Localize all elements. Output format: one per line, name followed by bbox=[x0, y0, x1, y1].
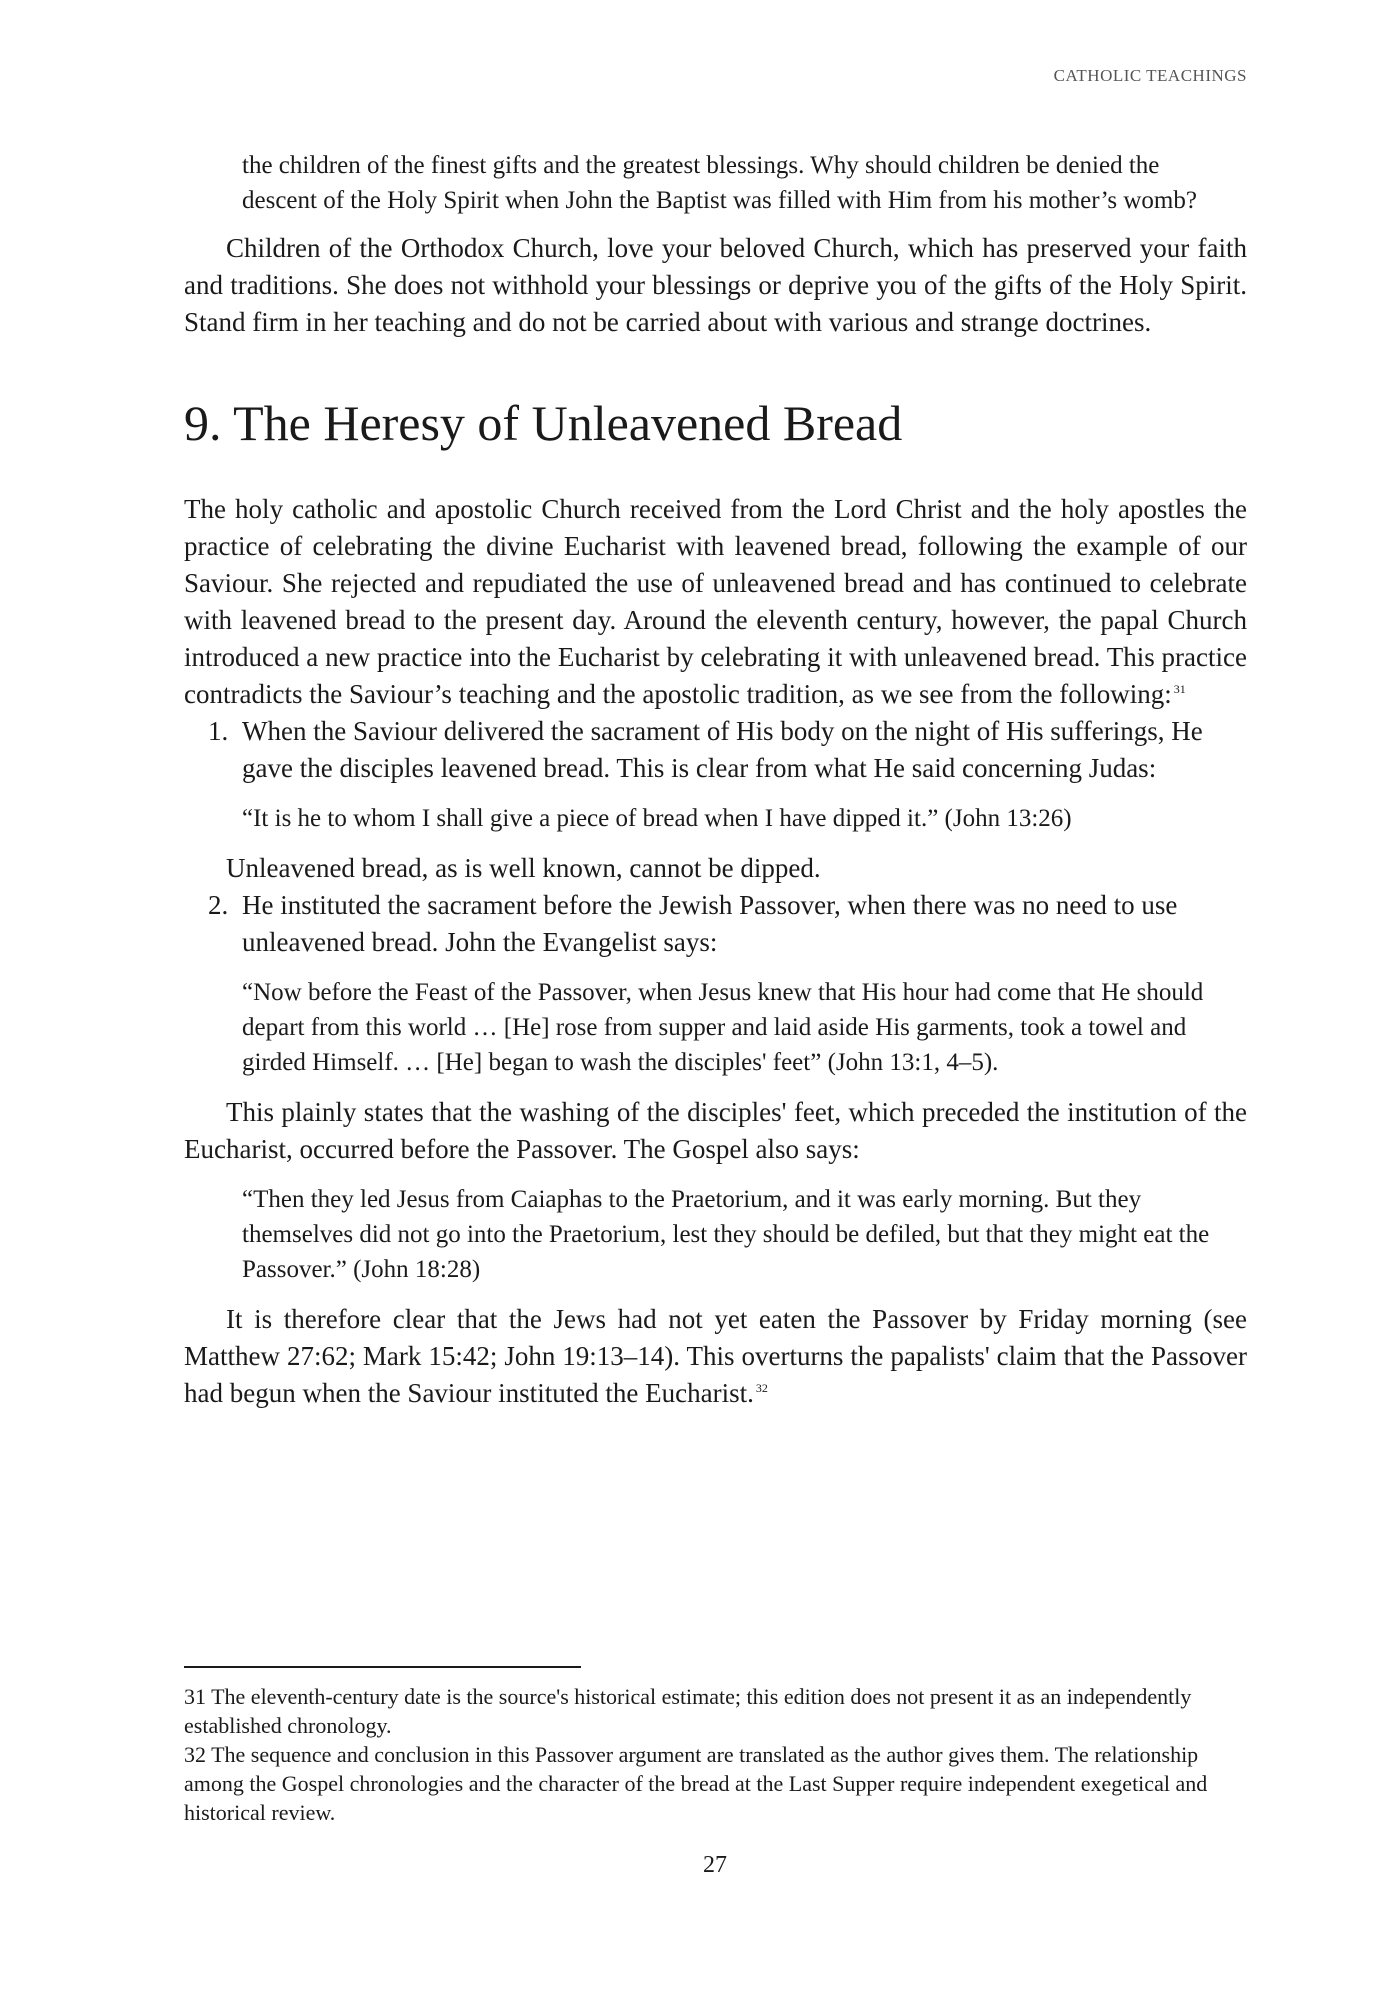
section-heading: 9. The Heresy of Unleavened Bread bbox=[184, 395, 903, 451]
body-text bbox=[184, 148, 1247, 1412]
continued-quote: the children of the finest gifts and the greatest blessings. Why should children be denied the descent of the Holy Spirit when John the Baptist was filled with Him from his mother’s womb? bbox=[242, 152, 1197, 214]
footnote-ref-32[interactable]: 32 bbox=[755, 1381, 768, 1395]
paragraph-intro bbox=[184, 491, 1247, 713]
paragraph-therefore bbox=[184, 1301, 1247, 1412]
list-item-1-text: When the Saviour delivered the sacrament of His body on the night of His sufferings, He gave the disciples leavened bread. This is clear from what He said concerning Judas: bbox=[242, 716, 1203, 783]
footnote-32: 32 The sequence and conclusion in this Passover argument are translated as the author gives them. The relationship among the Gospel chronologies and the character of the bread at the Last Supper require independent exegetical and historical review. bbox=[184, 1742, 1208, 1825]
list-item-1 bbox=[208, 713, 1247, 787]
paragraph-therefore-text: It is therefore clear that the Jews had not yet eaten the Passover by Friday morning (see Matthew 27:62; Mark 15:42; John 19:13–14). This overturns the papalists' claim that the Passover had begun when the Saviour instituted the Eucharist. bbox=[184, 1304, 1247, 1408]
quote-john-13-26: “It is he to whom I shall give a piece of bread when I have dipped it.” (John 13:26) bbox=[242, 805, 1072, 832]
footnote-ref-31[interactable]: 31 bbox=[1173, 682, 1186, 696]
list-item-2-text: He instituted the sacrament before the Jewish Passover, when there was no need to use unleavened bread. John the Evangelist says: bbox=[242, 890, 1178, 957]
footnote-31: 31 The eleventh-century date is the source's historical estimate; this edition does not present it as an independently established chronology. bbox=[184, 1684, 1192, 1738]
list-item-1-number: 1. bbox=[208, 716, 229, 746]
footnotes bbox=[184, 1666, 1247, 1827]
list-item-2-number: 2. bbox=[208, 890, 229, 920]
paragraph-children: Children of the Orthodox Church, love your beloved Church, which has preserved your faith and traditions. She does not withhold your blessings or deprive you of the gifts of the Holy Spirit. Stand firm in her teaching and do not be carried about with various and strange doctrines. bbox=[184, 233, 1247, 337]
page-number: 27 bbox=[703, 1852, 727, 1878]
list-item-2 bbox=[208, 887, 1247, 961]
running-head: CATHOLIC TEACHINGS bbox=[1053, 66, 1247, 85]
paragraph-washing: This plainly states that the washing of the disciples' feet, which preceded the institution of the Eucharist, occurred before the Passover. The Gospel also says: bbox=[184, 1097, 1247, 1164]
paragraph-intro-text: The holy catholic and apostolic Church received from the Lord Christ and the holy apostles the practice of celebrating the divine Eucharist with leavened bread, following the example of our Saviour. She rejected and repudiated the use of unleavened bread and has continued to celebrate with leavened bread to the present day. Around the eleventh century, however, the papal Church introduced a new practice into the Eucharist by celebrating it with unleavened bread. This practice contradicts the Saviour’s teaching and the apostolic tradition, as we see from the following: bbox=[184, 494, 1247, 709]
quote-john-18-28: “Then they led Jesus from Caiaphas to the Praetorium, and it was early morning. But they themselves did not go into the Praetorium, lest they should be defiled, but that they might eat the Passover.” (John 18:28) bbox=[242, 1186, 1210, 1283]
paragraph-unleavened: Unleavened bread, as is well known, cannot be dipped. bbox=[226, 853, 821, 883]
quote-john-13-1: “Now before the Feast of the Passover, when Jesus knew that His hour had come that He should depart from this world … [He] rose from supper and laid aside His garments, took a towel and girded Himself. … [He] began to wash the disciples' feet” (John 13:1, 4–5). bbox=[242, 979, 1204, 1076]
